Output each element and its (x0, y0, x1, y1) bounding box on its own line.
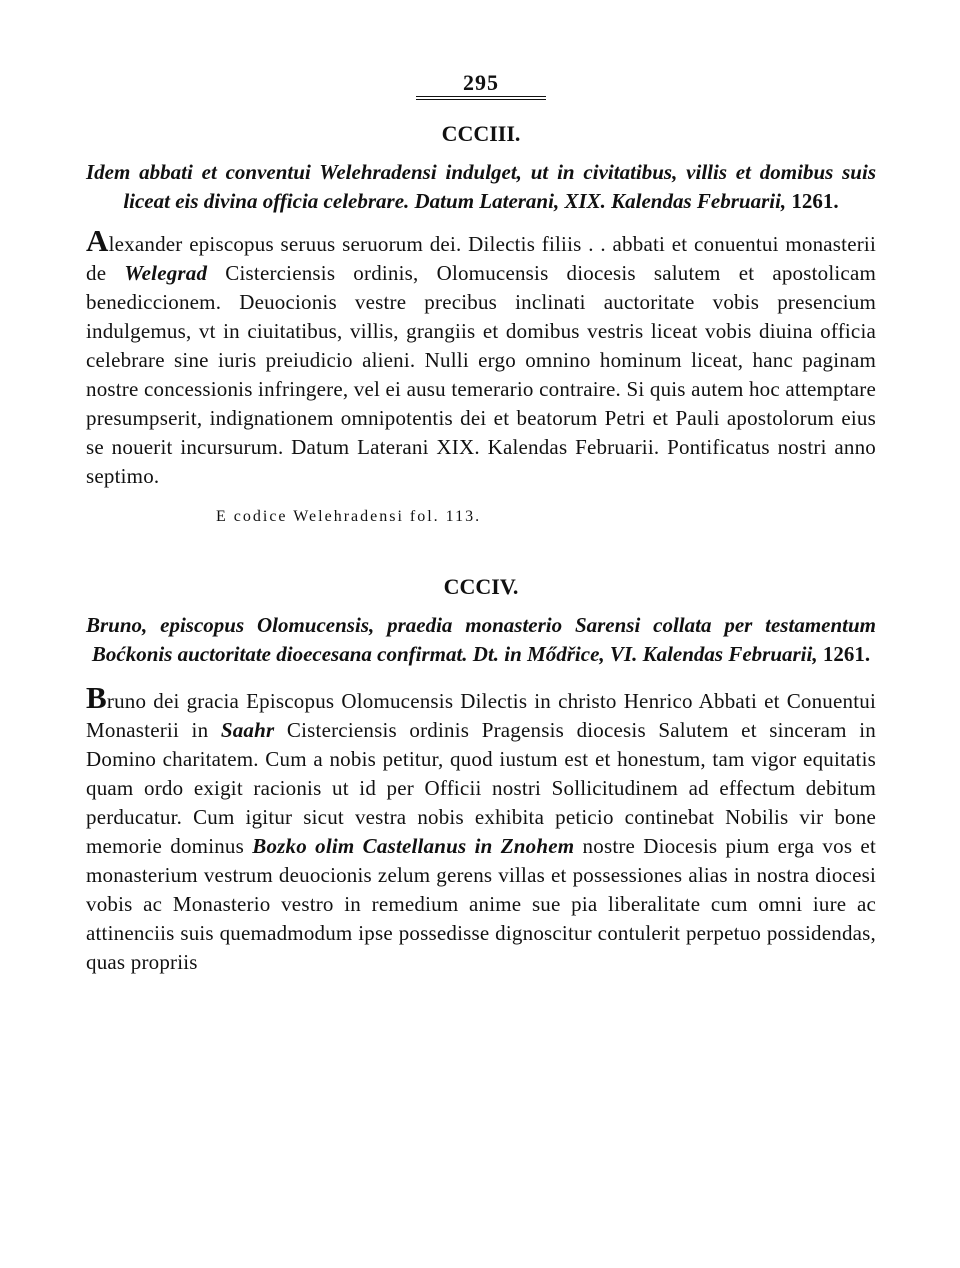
regest-year: 1261 (822, 642, 865, 666)
document-page (86, 70, 876, 977)
document-title: CCCIII. (441, 121, 521, 146)
document-body (86, 680, 876, 977)
regest-text: Bruno, episcopus Olomucensis, praedia monasterio Sarensi collata per testamentum Boćkonis auctoritate dioecesana confirmat. Dt. in Mődřice, VI. Kalendas Februarii, (86, 613, 876, 666)
body-text-part: runo dei gracia Episcopus Olomucensis Dilectis in christo Henrico Abbati et Conuentui Monasterii in (86, 689, 876, 742)
document-regest (86, 611, 876, 669)
initial-letter: A (86, 223, 109, 258)
regest-end: . (864, 642, 871, 666)
body-text-part: Cisterciensis ordinis, Olomucensis diocesis salutem et apostolicam benediccionem. Deuocionis vestre precibus inclinati auctoritate vobis presencium indulgemus, vt in ciuitatibus, villis, grangiis et domibus vestris liceat vobis diuina officia celebrare sine iuris preiudicio alieni. Nulli ergo omnino hominum liceat, hanc paginam nostre concessionis infringere, vel ei ausu temerario contraire. Si quis autem hoc attemptare presumpserit, indignationem omnipotentis dei et beatorum Petri et Pauli apostolorum eius se nouerit incursurum. Datum Laterani XIX. Kalendas Februarii. Pontificatus nostri anno septimo. (86, 261, 877, 488)
regest-year: 1261 (791, 189, 834, 213)
document-regest (86, 158, 876, 216)
document-ccciv (86, 573, 876, 977)
page-number-rule (416, 96, 546, 100)
initial-letter: B (86, 680, 107, 715)
place-name: Welegrad (124, 261, 208, 285)
regest-text: Idem abbati et conventui Welehradensi indulget, ut in civitatibus, villis et domibus suis liceat eis divina officia celebrare. Datum Laterani, XIX. Kalendas Februarii, (86, 160, 876, 213)
regest-end: . (833, 189, 839, 213)
body-text-part: Cisterciensis ordinis Pragensis diocesis Salutem et sinceram in Domino charitatem. Cum a nobis petitur, quod iustum est et honestum, tam vigor equitatis quam ordo exigit racionis ut id per Officii nostri Sollicitudinem ad effectum debitum perducatur. Cum igitur sicut vestra nobis exhibita peticio continebat Nobilis vir bone memorie dominus (86, 718, 876, 858)
place-name: Saahr (220, 718, 275, 742)
body-text-part: lexander episcopus seruus seruorum dei. Dilectis filiis . . abbati et conuentui monasterii de (86, 232, 876, 285)
document-ccciii (86, 120, 876, 529)
document-body (86, 223, 877, 491)
body-text-part: nostre Diocesis pium erga vos et monasterium vestrum deuocionis zelum gerens villas et possessiones alias in nostra diocesi vobis ac Monasterio vestro in remedium anime sue pia liberalitate cum omni iure ac attinenciis suis quemadmodum ipse possedisse dignoscitur contulerit perpetuo possidendas, quas propriis (86, 834, 876, 974)
person-name: Bozko olim Castellanus in Znohem (252, 834, 575, 858)
source-note: E codice Welehradensi fol. 113. (216, 508, 482, 525)
document-title: CCCIV. (443, 574, 519, 599)
page-number: 295 (463, 70, 499, 95)
